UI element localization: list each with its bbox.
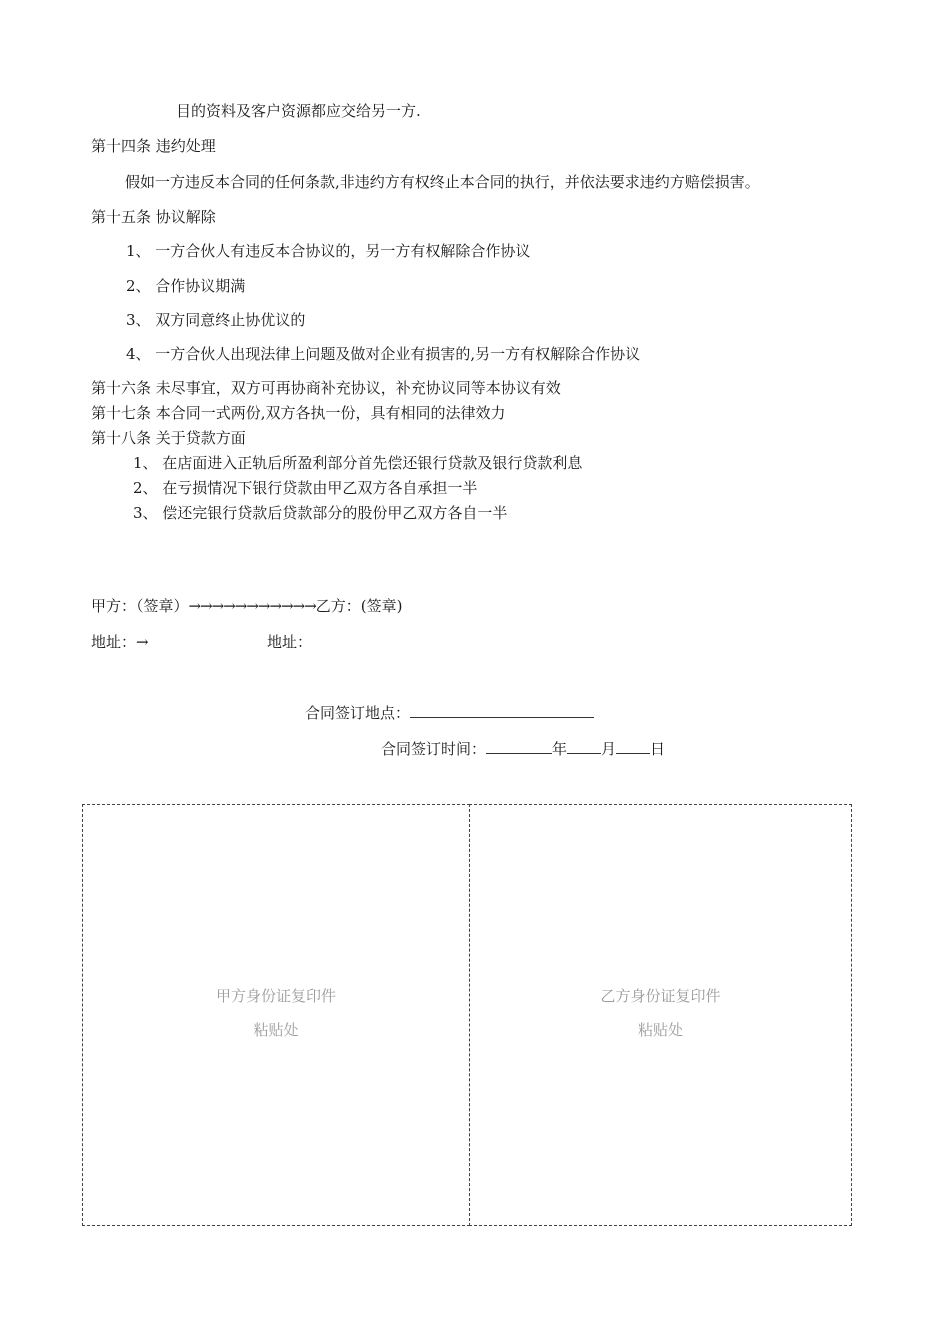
- signing-place-row: [305, 703, 594, 723]
- article-18-item: 2、 在亏损情况下银行贷款由甲乙双方各自承担一半: [133, 479, 478, 497]
- day-label: 日: [650, 740, 666, 758]
- signing-place-blank: [410, 703, 594, 718]
- article-15-item: 4、 一方合伙人出现法律上问题及做对企业有损害的,另一方有权解除合作协议: [126, 345, 641, 363]
- day-blank: [616, 739, 650, 754]
- article-18-item: 1、 在店面进入正轨后所盈利部分首先偿还银行贷款及银行贷款利息: [133, 454, 583, 472]
- address-a-row: [91, 632, 149, 652]
- party-b-id-label: 乙方身份证复印件: [600, 987, 721, 1005]
- party-a-address-label: 地址：: [91, 633, 137, 651]
- month-label: 月: [601, 740, 617, 758]
- signing-time-label: 合同签订时间：: [381, 740, 487, 758]
- article-14-title: 第十四条 违约处理: [91, 137, 216, 155]
- signature-row: [91, 596, 403, 616]
- party-a-id-paste-box: [82, 804, 470, 1226]
- article-15-title: 第十五条 协议解除: [91, 208, 216, 226]
- article-18-title: 第十八条 关于贷款方面: [91, 429, 246, 447]
- signing-time-row: [381, 739, 665, 759]
- tab-arrow: →: [136, 633, 149, 651]
- article-15-item: 3、 双方同意终止协优议的: [126, 311, 306, 329]
- party-b-signature-label: 乙方：(签章): [315, 597, 403, 615]
- party-a-paste-label: 粘贴处: [253, 1021, 299, 1039]
- party-b-paste-label: 粘贴处: [637, 1021, 683, 1039]
- party-a-id-label: 甲方身份证复印件: [215, 987, 336, 1005]
- article-15-item: 2、 合作协议期满: [126, 277, 246, 295]
- month-blank: [567, 739, 601, 754]
- year-label: 年: [552, 740, 568, 758]
- tab-arrows: →→→→→→→→→→→: [188, 597, 316, 615]
- article-16: 第十六条 未尽事宜，双方可再协商补充协议，补充协议同等本协议有效: [91, 379, 561, 397]
- continued-text: 目的资料及客户资源都应交给另一方.: [176, 102, 421, 120]
- article-17: 第十七条 本合同一式两份,双方各执一份，具有相同的法律效力: [91, 404, 506, 422]
- year-blank: [486, 739, 552, 754]
- article-15-item: 1、 一方合伙人有违反本合协议的，另一方有权解除合作协议: [126, 242, 531, 260]
- signing-place-label: 合同签订地点：: [305, 704, 411, 722]
- party-b-address-label: 地址：: [267, 633, 313, 651]
- party-a-signature-label: 甲方：（签章）: [91, 597, 189, 615]
- article-14-text: 假如一方违反本合同的任何条款,非违约方有权终止本合同的执行，并依法要求违约方赔偿损害。: [125, 173, 760, 191]
- party-b-id-paste-box: [469, 804, 852, 1226]
- article-18-item: 3、 偿还完银行贷款后贷款部分的股份甲乙双方各自一半: [133, 504, 508, 522]
